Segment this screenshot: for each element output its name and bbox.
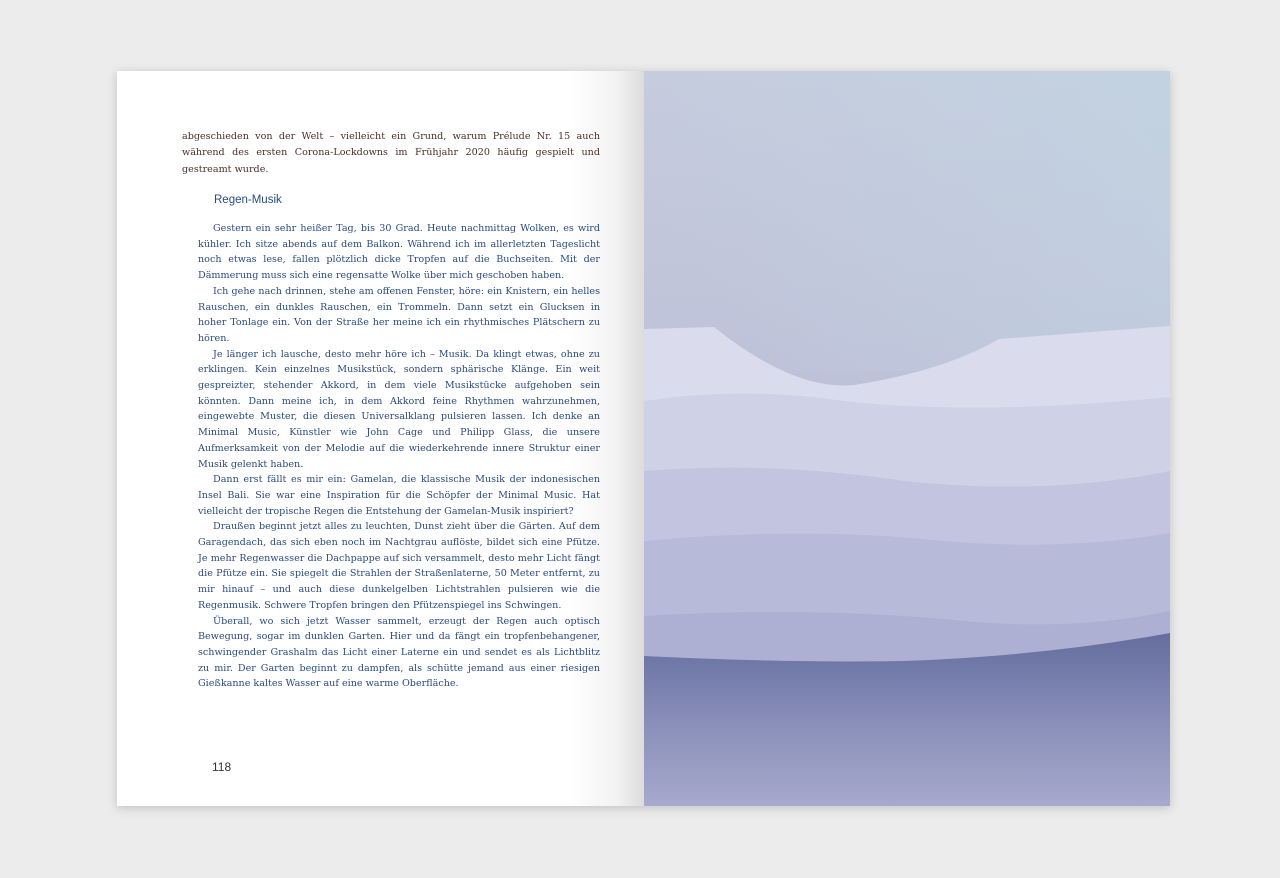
left-page xyxy=(117,71,644,806)
paragraph: Ich gehe nach drinnen, stehe am offenen Fenster, höre: ein Knistern, ein helles Rauschen, ein dunkles Rauschen, ein Trommeln. Dann setzt ein Glucksen in hoher Tonlage ein. Von der Straße her meine ich ein rhythmisches Plätschern zu hören. xyxy=(198,285,600,344)
landscape-illustration xyxy=(644,71,1170,806)
paragraph: Dann erst fällt es mir ein: Gamelan, die klassische Musik der indonesischen Insel Bali. Sie war eine Inspiration für die Schöpfer der Minimal Music. Hat vielleicht der tropische Regen die Entstehung der Gamelan-Musik inspiriert? xyxy=(198,474,600,517)
paragraph: Überall, wo sich jetzt Wasser sammelt, erzeugt der Regen auch optisch Bewegung, sogar im dunklen Garten. Hier und da fängt ein tropfenbehangener, schwingender Grashalm das Licht einer Laterne ein und sendet es als Lichtblitz zu mir. Der Garten beginnt zu dampfen, als schütte jemand aus einer riesigen Gießkanne kaltes Wasser auf eine warme Oberfläche. xyxy=(198,615,600,690)
intro-text: abgeschieden von der Welt – vielleicht ein Grund, warum Prélude Nr. 15 auch während des ersten Corona-Lockdowns im Frühjahr 2020 häufig gespielt und gestreamt wurde. xyxy=(182,131,600,175)
body-text xyxy=(198,221,600,692)
intro-paragraph xyxy=(182,129,600,178)
page-number: 118 xyxy=(212,760,232,774)
book-spread xyxy=(117,71,1170,806)
section-heading: Regen-Musik xyxy=(214,194,282,206)
right-page-illustration xyxy=(644,71,1170,806)
sky-tint xyxy=(644,71,1170,371)
paragraph: Draußen beginnt jetzt alles zu leuchten, Dunst zieht über die Gärten. Auf dem Garagendach, das sich eben noch im Nachtgrau auflöste, bildet sich eine Pfütze. Je mehr Regenwasser die Dachpappe auf sich versammelt, desto mehr Licht fängt die Pfütze ein. Sie spiegelt die Strahlen der Straßenlaterne, 50 Meter entfernt, zu mir hinauf – und auch diese dunkelgelben Lichtstrahlen pulsieren wie die Regenmusik. Schwere Tropfen bringen den Pfützenspiegel ins Schwingen. xyxy=(198,521,600,611)
paragraph: Je länger ich lausche, desto mehr höre ich – Musik. Da klingt etwas, ohne zu erklingen. Kein einzelnes Musikstück, sondern sphärische Klänge. Ein weit gespreizter, stehender Akkord, in dem viele Musikstücke aufgehoben sein könnten. Dann meine ich, in dem Akkord feine Rhythmen wahrzunehmen, eingewebte Muster, die diesen Universalklang pulsieren lassen. Ich denke an Minimal Music, Künstler wie John Cage und Philipp Glass, die unsere Aufmerksamkeit von der Melodie auf die wiederkehrende innere Struktur einer Musik gelenkt haben. xyxy=(198,348,600,470)
paragraph: Gestern ein sehr heißer Tag, bis 30 Grad. Heute nachmittag Wolken, es wird kühler. Ich sitze abends auf dem Balkon. Während ich im allerletzten Tageslicht noch etwas lese, fallen plötzlich dicke Tropfen auf die Buchseiten. Mit der Dämmerung muss sich eine regensatte Wolke über mich geschoben haben. xyxy=(198,223,600,282)
